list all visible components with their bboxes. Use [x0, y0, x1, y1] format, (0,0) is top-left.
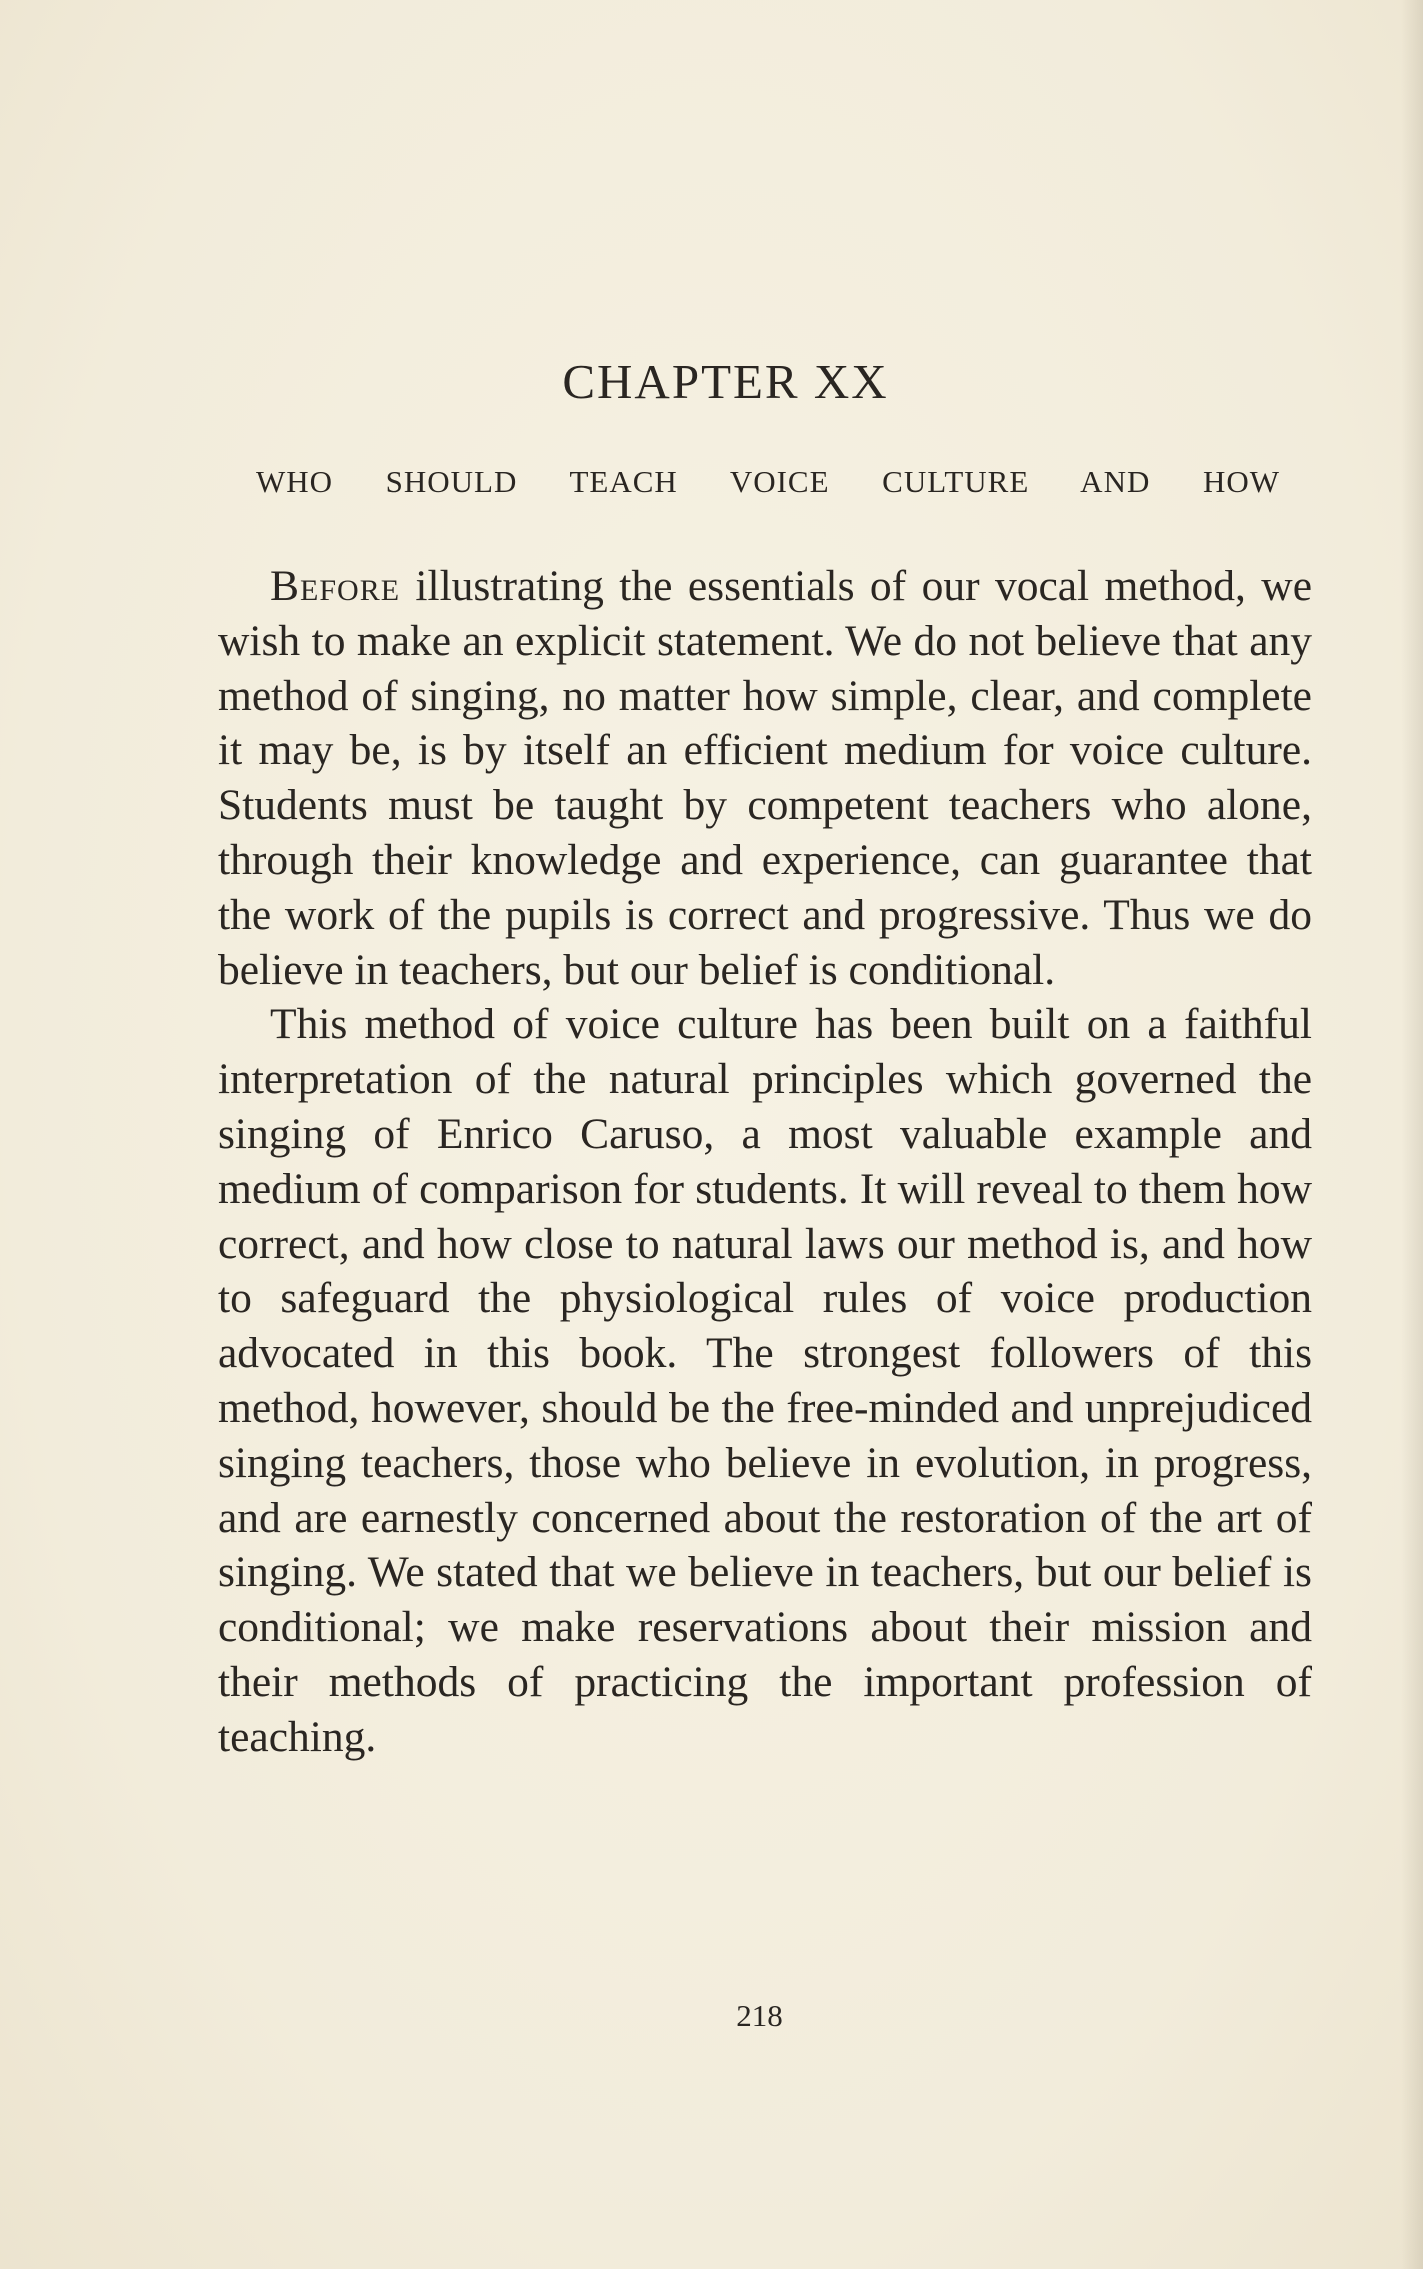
paragraph-1-lead-word: Before: [270, 562, 401, 610]
chapter-title: CHAPTER XX: [562, 354, 889, 409]
body-text: [218, 559, 1312, 1765]
paragraph-2: This method of voice culture has been built on a faithful interpretation of the natural principles which governed the singing of Enrico Caruso, a most valuable example and medium of comparison for students. It will reveal to them how correct, and how close to natural laws our method is, and how to safeguard the physiological rules of voice production advocated in this book. The strongest followers of this method, however, should be the free-minded and unprejudiced singing teachers, those who believe in evolution, in progress, and are earnestly concerned about the restoration of the art of singing. We stated that we believe in teachers, but our belief is conditional; we make reservations about their mission and their methods of practicing the important profession of teaching.: [218, 1000, 1312, 1761]
page-number: 218: [736, 1998, 783, 2033]
chapter-subtitle: WHO SHOULD TEACH VOICE CULTURE AND HOW: [256, 464, 1280, 499]
paragraph-1: [218, 559, 1312, 997]
page-edge-shadow: [1401, 0, 1423, 2269]
paragraph-1-text: illustrating the essentials of our vocal method, we wish to make an explicit statement. We do not believe that any method of singing, no matter how simple, clear, and complete it may be, is by itself an efficient medium for voice culture. Students must be taught by competent teachers who alone, through their knowledge and experience, can guarantee that the work of the pupils is correct and progressive. Thus we do believe in teachers, but our belief is conditional.: [218, 562, 1312, 994]
